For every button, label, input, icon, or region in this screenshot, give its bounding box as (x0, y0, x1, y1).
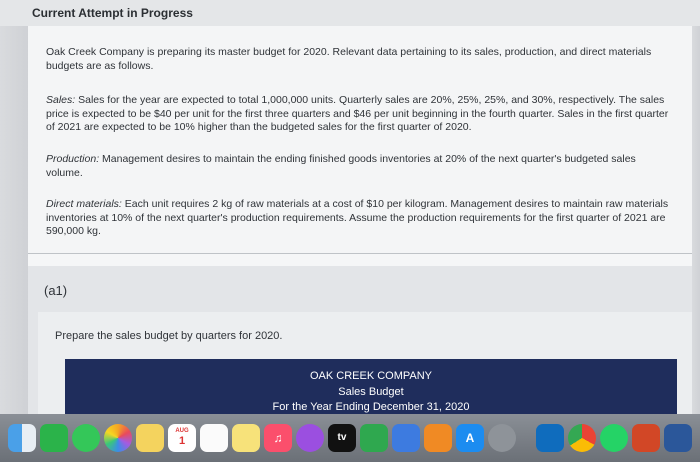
left-margin (0, 26, 28, 414)
calendar-day: 1 (178, 435, 186, 447)
sales-budget-header (65, 359, 677, 414)
materials-paragraph (46, 198, 670, 239)
production-label: Production: (46, 153, 100, 165)
messages-icon[interactable] (72, 424, 100, 452)
appletv-label: tv (337, 432, 347, 443)
chrome-icon[interactable] (568, 424, 596, 452)
system-preferences-icon[interactable] (488, 424, 516, 452)
finder-icon[interactable] (8, 424, 36, 452)
budget-company: OAK CREEK COMPANY (309, 370, 433, 382)
production-text: Management desires to maintain the ending finished goods inventories at 20% of the next quarter's budgeted sales volume. (46, 153, 636, 179)
outlook-icon[interactable] (536, 424, 564, 452)
question-content (28, 26, 692, 414)
sales-label: Sales: (46, 94, 76, 106)
keynote-icon[interactable] (392, 424, 420, 452)
part-body (38, 312, 692, 414)
top-bar (0, 0, 700, 27)
materials-label: Direct materials: (46, 198, 122, 210)
stickies-icon[interactable] (232, 424, 260, 452)
budget-period: For the Year Ending December 31, 2020 (272, 401, 470, 413)
appstore-icon[interactable]: A (456, 424, 484, 452)
right-margin (692, 26, 700, 414)
facetime-icon[interactable] (40, 424, 68, 452)
calendar-icon[interactable] (168, 424, 196, 452)
numbers-icon[interactable] (360, 424, 388, 452)
dock (0, 414, 700, 462)
problem-intro: Oak Creek Company is preparing its master budget for 2020. Relevant data pertaining to its sales, production, and direct materials budgets are as follows. (46, 46, 652, 72)
podcasts-icon[interactable] (296, 424, 324, 452)
part-instruction: Prepare the sales budget by quarters for 2020. (55, 330, 283, 342)
photos-icon[interactable] (104, 424, 132, 452)
pages-icon[interactable] (424, 424, 452, 452)
page-title: Current Attempt in Progress (32, 6, 193, 20)
sales-text: Sales for the year are expected to total 1,000,000 units. Quarterly sales are 20%, 25%, 25%, and 30%, respectively. The sales price is expected to be $40 per unit for the first three quarters and $46 per unit beginning in the fourth quarter. Sales in the first quarter of 2021 are expected to be 10% higher than the budgeted sales for the first quarter of 2020. (46, 94, 669, 133)
part-label: (a1) (44, 283, 68, 298)
notes-icon[interactable] (136, 424, 164, 452)
word-icon[interactable] (664, 424, 692, 452)
music-icon[interactable]: ♫ (264, 424, 292, 452)
reminders-icon[interactable] (200, 424, 228, 452)
part-a1-panel (28, 266, 692, 414)
powerpoint-icon[interactable] (632, 424, 660, 452)
appletv-icon[interactable] (328, 424, 356, 452)
budget-title: Sales Budget (338, 386, 404, 398)
materials-text: Each unit requires 2 kg of raw materials at a cost of $10 per kilogram. Management desires to maintain raw materials inventories at 10% of the next quarter's production requirements. Assume the production requirements for the first quarter of 2021 are 590,000 kg. (46, 198, 669, 237)
production-paragraph (46, 153, 670, 180)
problem-statement (28, 26, 692, 254)
whatsapp-icon[interactable] (600, 424, 628, 452)
sales-paragraph (46, 94, 670, 135)
